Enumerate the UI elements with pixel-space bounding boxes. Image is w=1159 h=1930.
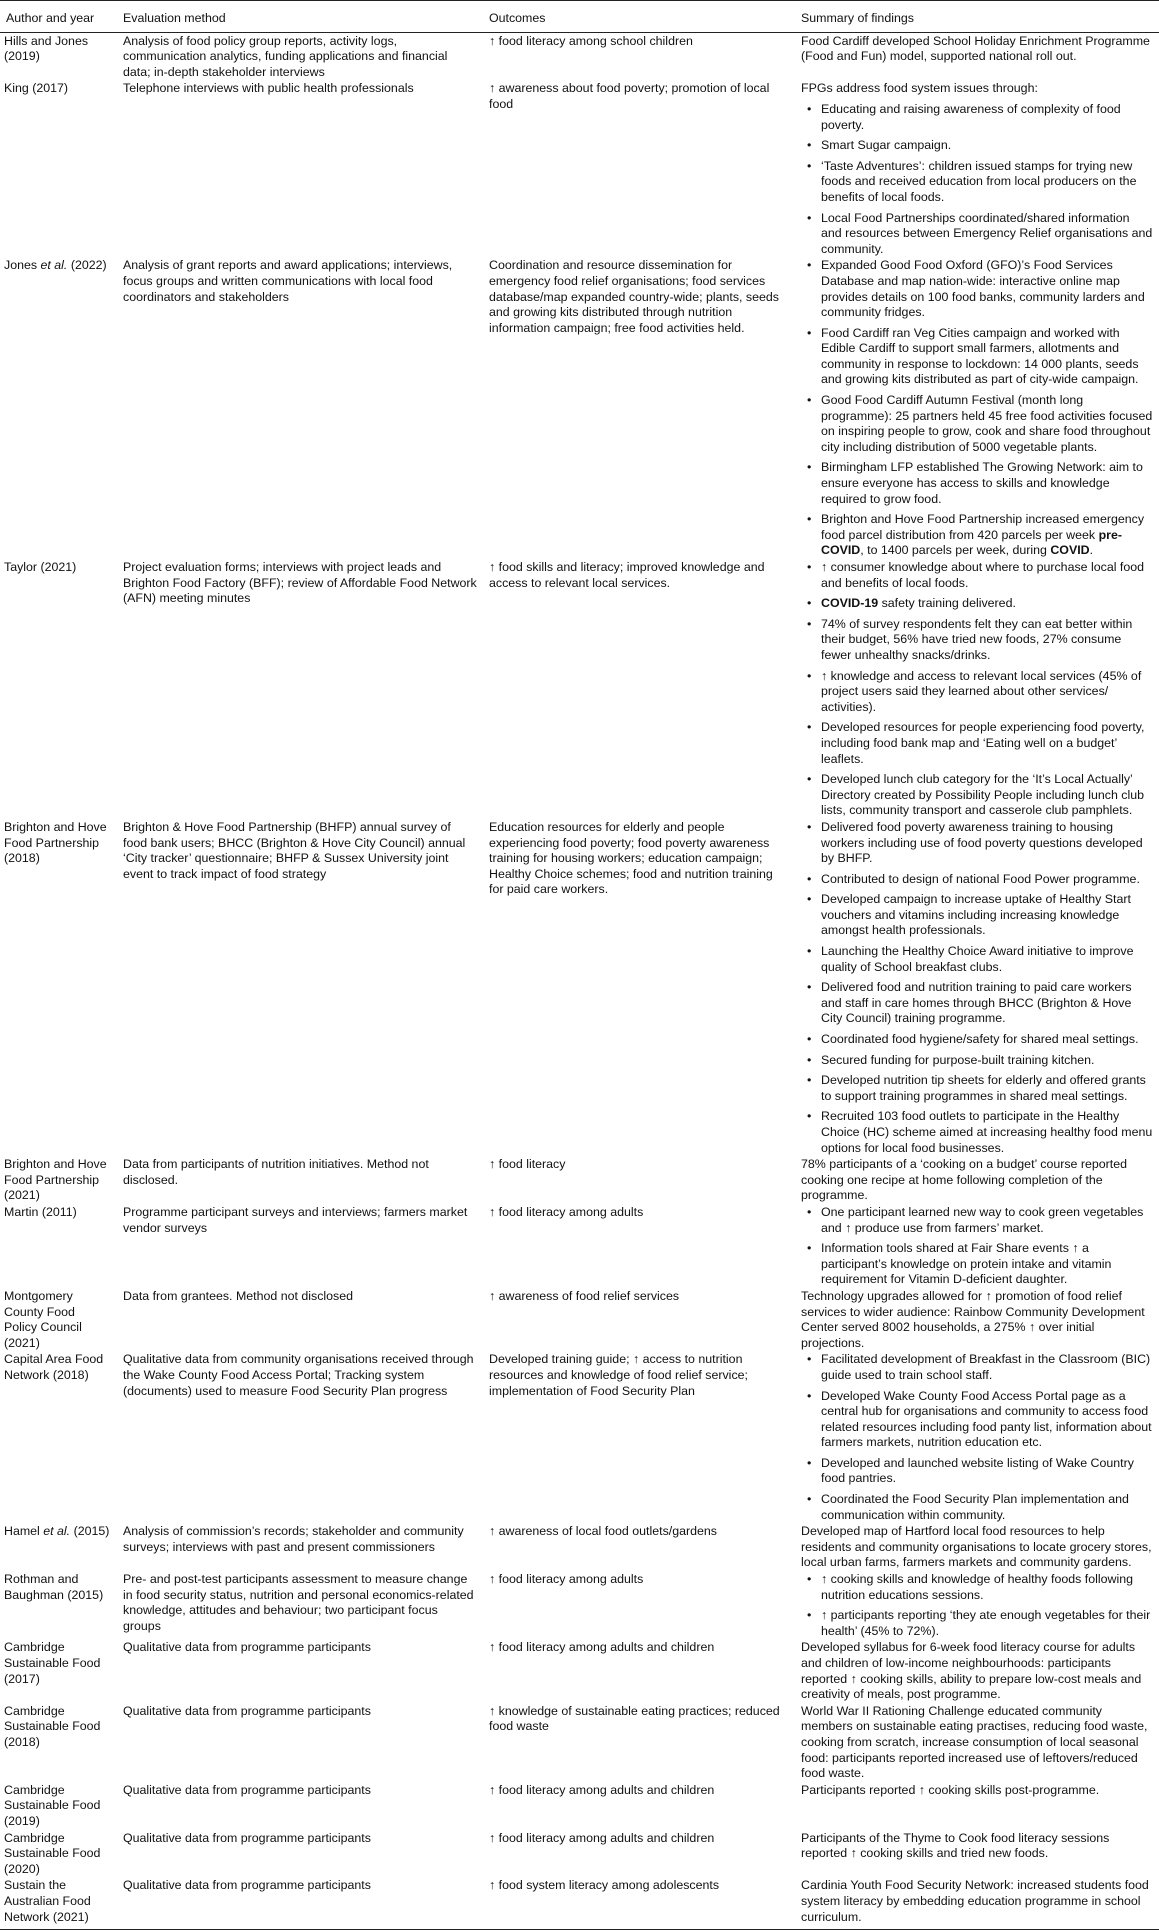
method-cell: Project evaluation forms; interviews with project leads and Brighton Food Factory (BFF); review of Affordable Food Network (AFN) meeting minutes	[123, 560, 477, 606]
outcomes-cell: Coordination and resource dissemination for emergency food relief organisations; food services database/map expanded country-wide; plants, seeds and growing kits distributed through nutrition information campaign; free food activities held.	[489, 258, 779, 335]
finding-bullet: • 74% of survey respondents felt they can eat better within their budget, 56% have tried new foods, 27% consume fewer unhealthy snacks/drinks.	[821, 617, 1153, 664]
outcomes-cell: ↑ food literacy among adults and children	[489, 1640, 715, 1655]
summary-text: Technology upgrades allowed for ↑ promotion of food relief services to wider audience: Rainbow Community Development Center served 8002 households, a 275% ↑ over initial projections.	[801, 1288, 1145, 1350]
table-row	[0, 1204, 1159, 1288]
summary-cell	[795, 1351, 1159, 1523]
summary-text: Developed syllabus for 6-week food literacy course for adults and children of low-income neighbourhoods: participants reported ↑ cooking skills, ability to prepare low-cost meals and creativity of meals, post programme.	[801, 1640, 1142, 1702]
finding-bullet: • ↑ participants reporting ‘they ate enough vegetables for their health’ (45% to 72%).	[821, 1608, 1153, 1639]
finding-bullet: • Coordinated the Food Security Plan implementation and communication within community.	[821, 1492, 1153, 1523]
finding-bullet: • Launching the Healthy Choice Award initiative to improve quality of School breakfast clubs.	[821, 944, 1153, 975]
author-cell: Martin (2011)	[4, 1204, 77, 1219]
header-author: Author and year	[0, 1, 117, 33]
finding-bullet: • Developed nutrition tip sheets for elderly and offered grants to support training programmes in shared meal settings.	[821, 1073, 1153, 1104]
summary-text: Participants of the Thyme to Cook food literacy sessions reported ↑ cooking skills and tried new foods.	[801, 1830, 1110, 1861]
finding-bullet: • Developed campaign to increase uptake of Healthy Start vouchers and vitamins including increasing knowledge amongst health professionals.	[821, 892, 1153, 939]
summary-cell	[795, 819, 1159, 1156]
summary-cell	[795, 257, 1159, 559]
table-row	[0, 1571, 1159, 1639]
summary-cell	[795, 80, 1159, 257]
header-outcomes: Outcomes	[483, 1, 795, 33]
outcomes-cell: ↑ awareness of local food outlets/gardens	[489, 1524, 717, 1539]
method-cell: Qualitative data from programme participants	[123, 1782, 371, 1797]
finding-bullet: • Local Food Partnerships coordinated/shared information and resources between Emergency Relief organisations and community.	[821, 211, 1153, 258]
outcomes-cell: Developed training guide; ↑ access to nutrition resources and knowledge of food relief service; implementation of Food Security Plan	[489, 1352, 748, 1398]
summary-cell	[795, 1782, 1159, 1830]
findings-list	[801, 102, 1153, 257]
table-row	[0, 1782, 1159, 1830]
finding-bullet: • Delivered food and nutrition training to paid care workers and staff in care homes through BHCC (Brighton & Hove City Council) training programme.	[821, 980, 1153, 1027]
finding-bullet: • Educating and raising awareness of complexity of food poverty.	[821, 102, 1153, 133]
author-cell: King (2017)	[4, 81, 69, 96]
outcomes-cell: ↑ food literacy among adults	[489, 1204, 644, 1219]
summary-text: Cardinia Youth Food Security Network: increased students food system literacy by embedding education programme in school curriculum.	[801, 1878, 1149, 1924]
method-cell: Analysis of food policy group reports, activity logs, communication analytics, funding applications and financial data; in-depth stakeholder interviews	[123, 33, 448, 79]
outcomes-cell: ↑ food skills and literacy; improved knowledge and access to relevant local services.	[489, 560, 765, 590]
finding-bullet: • ↑ knowledge and access to relevant local services (45% of project users said they learned about other services/ activities).	[821, 669, 1153, 716]
method-cell: Analysis of commission’s records; stakeholder and community surveys; interviews with past and present commissioners	[123, 1524, 464, 1554]
findings-list	[801, 1572, 1153, 1639]
table-row	[0, 819, 1159, 1156]
method-cell: Brighton & Hove Food Partnership (BHFP) annual survey of food bank users; BHCC (Brighton & Hove City Council) annual ‘City tracker’ questionnaire; BHFP & Sussex University joint event to track impact of food strategy	[123, 819, 466, 881]
outcomes-cell: ↑ food system literacy among adolescents	[483, 1877, 795, 1929]
summary-cell	[795, 1639, 1159, 1702]
summary-text: FPGs address food system issues through:	[801, 81, 1038, 96]
findings-list	[801, 258, 1153, 559]
finding-bullet: • COVID-19 safety training delivered.	[821, 596, 1153, 612]
finding-bullet: • Developed resources for people experiencing food poverty, including food bank map and ‘Eating well on a budget’ leaflets.	[821, 720, 1153, 767]
table-row	[0, 80, 1159, 257]
author-cell: Capital Area Food Network (2018)	[4, 1352, 104, 1382]
method-cell: Data from grantees. Method not disclosed	[123, 1288, 354, 1303]
method-cell: Qualitative data from programme participants	[123, 1830, 371, 1845]
findings-list	[801, 560, 1153, 819]
summary-text: Participants reported ↑ cooking skills post-programme.	[801, 1782, 1100, 1797]
author-cell: Cambridge Sustainable Food (2020)	[4, 1830, 101, 1876]
author-cell: Brighton and Hove Food Partnership (2018)	[4, 819, 107, 866]
outcomes-cell: ↑ food literacy among adults	[489, 1572, 644, 1587]
author-cell: Jones et al. (2022)	[4, 258, 107, 273]
summary-cell	[795, 1830, 1159, 1878]
method-cell: Telephone interviews with public health professionals	[123, 81, 414, 96]
table-row	[0, 1351, 1159, 1523]
table-body	[0, 32, 1159, 1930]
table-row	[0, 1156, 1159, 1204]
header-summary: Summary of findings	[795, 1, 1159, 33]
outcomes-cell: ↑ awareness of food relief services	[489, 1288, 680, 1303]
table-row	[0, 257, 1159, 559]
findings-list	[801, 1352, 1153, 1523]
table-row	[0, 32, 1159, 80]
finding-bullet: • Developed Wake County Food Access Portal page as a central hub for organisations and community to access food related resources including food panty list, information about farmers markets, nutrition education etc.	[821, 1389, 1153, 1451]
outcomes-cell: ↑ awareness about food poverty; promotion of local food	[489, 81, 770, 111]
outcomes-cell: Education resources for elderly and people experiencing food poverty; food poverty awareness training for housing workers; education campaign; Healthy Choice schemes; food and nutrition training for paid care workers.	[489, 819, 773, 897]
method-cell: Pre- and post-test participants assessment to measure change in food security status, nutrition and personal economics-related knowledge, attitudes and behaviour; two participant focus groups	[123, 1572, 474, 1633]
finding-bullet: • Birmingham LFP established The Growing Network: aim to ensure everyone has access to skills and knowledge required to grow food.	[821, 460, 1153, 507]
finding-bullet: • Delivered food poverty awareness training to housing workers including use of food poverty questions developed by BHFP.	[821, 820, 1153, 867]
summary-cell	[795, 1877, 1159, 1929]
summary-text: World War II Rationing Challenge educated community members on sustainable eating practises, reducing food waste, cooking from scratch, increase consumption of local seasonal food: participants reported increased use of leftovers/reduced food waste.	[801, 1703, 1148, 1781]
author-cell: Cambridge Sustainable Food (2018)	[4, 1703, 101, 1749]
finding-bullet: • ↑ cooking skills and knowledge of healthy foods following nutrition educations sessions.	[821, 1572, 1153, 1603]
method-cell: Programme participant surveys and interviews; farmers market vendor surveys	[123, 1204, 468, 1235]
table-row	[0, 559, 1159, 819]
summary-cell	[795, 1288, 1159, 1351]
finding-bullet: • Information tools shared at Fair Share events ↑ a participant’s knowledge on protein intake and vitamin requirement for Vitamin D-deficient daughter.	[821, 1241, 1153, 1288]
summary-cell	[795, 1571, 1159, 1639]
method-cell: Qualitative data from programme participants	[123, 1703, 371, 1718]
author-cell: Sustain the Australian Food Network (2021)	[0, 1877, 117, 1929]
summary-cell	[795, 1703, 1159, 1782]
header-row	[0, 1, 1159, 33]
outcomes-cell: ↑ food literacy among adults and children	[489, 1830, 715, 1845]
method-cell: Qualitative data from programme participants	[123, 1640, 371, 1655]
table-row	[0, 1523, 1159, 1571]
table-row	[0, 1703, 1159, 1782]
method-cell: Qualitative data from community organisations received through the Wake County Food Access Portal; Tracking system (documents) used to measure Food Security Plan progress	[123, 1352, 474, 1398]
summary-cell	[795, 1156, 1159, 1204]
table-row	[0, 1877, 1159, 1929]
summary-text: 78% participants of a ‘cooking on a budget’ course reported cooking one recipe at home following completion of the programme.	[801, 1157, 1128, 1203]
summary-cell	[795, 1204, 1159, 1288]
finding-bullet: • Developed and launched website listing of Wake Country food pantries.	[821, 1456, 1153, 1487]
finding-bullet: • Contributed to design of national Food Power programme.	[821, 872, 1153, 888]
summary-cell	[795, 559, 1159, 819]
finding-bullet: • Secured funding for purpose-built training kitchen.	[821, 1053, 1153, 1069]
finding-bullet: • Developed lunch club category for the ‘It’s Local Actually’ Directory created by Possibility People including lunch club lists, community transport and casserole club pamphlets.	[821, 772, 1153, 819]
header-method: Evaluation method	[117, 1, 483, 33]
author-cell: Cambridge Sustainable Food (2017)	[4, 1640, 101, 1686]
method-cell: Analysis of grant reports and award applications; interviews, focus groups and written communications with local food coordinators and stakeholders	[123, 258, 453, 304]
findings-list	[801, 1205, 1153, 1288]
author-cell: Brighton and Hove Food Partnership (2021)	[4, 1157, 107, 1203]
finding-bullet: • Good Food Cardiff Autumn Festival (month long programme): 25 partners held 45 free food activities focused on inspiring people to grow, cook and share food throughout city including distribution of 5000 vegetable plants.	[821, 393, 1153, 455]
finding-bullet: • Food Cardiff ran Veg Cities campaign and worked with Edible Cardiff to support small farmers, allotments and community in response to lockdown: 14 000 plants, seeds and growing kits distributed as part of city-wide campaign.	[821, 326, 1153, 388]
finding-bullet: • One participant learned new way to cook green vegetables and ↑ produce use from farmers’ market.	[821, 1205, 1153, 1236]
method-cell: Qualitative data from programme participants	[117, 1877, 483, 1929]
finding-bullet: • ‘Taste Adventures’: children issued stamps for trying new foods and received education from local producers on the benefits of local foods.	[821, 159, 1153, 206]
outcomes-cell: ↑ food literacy among school children	[489, 33, 693, 48]
table-row	[0, 1288, 1159, 1351]
outcomes-cell: ↑ food literacy among adults and children	[489, 1782, 715, 1797]
author-cell: Hamel et al. (2015)	[4, 1524, 110, 1539]
findings-list	[801, 820, 1153, 1156]
finding-bullet: • Smart Sugar campaign.	[821, 138, 1153, 154]
author-cell: Rothman and Baughman (2015)	[4, 1572, 104, 1602]
finding-bullet: • Facilitated development of Breakfast in the Classroom (BIC) guide used to train school staff.	[821, 1352, 1153, 1383]
finding-bullet: • Recruited 103 food outlets to participate in the Healthy Choice (HC) scheme aimed at increasing healthy food menu options for local food businesses.	[821, 1109, 1153, 1156]
finding-bullet: • Coordinated food hygiene/safety for shared meal settings.	[821, 1032, 1153, 1048]
author-cell: Hills and Jones (2019)	[4, 33, 89, 64]
author-cell: Cambridge Sustainable Food (2019)	[4, 1782, 101, 1828]
table-row	[0, 1639, 1159, 1702]
summary-text: Developed map of Hartford local food resources to help residents and community organisations to locate grocery stores, local urban farms, farmers markets and community gardens.	[801, 1524, 1152, 1570]
outcomes-cell: ↑ food literacy	[489, 1157, 566, 1172]
finding-bullet: • Brighton and Hove Food Partnership increased emergency food parcel distribution from 420 parcels per week pre-COVID, to 1400 parcels per week, during COVID.	[821, 512, 1153, 559]
method-cell: Data from participants of nutrition initiatives. Method not disclosed.	[123, 1157, 429, 1187]
outcomes-cell: ↑ knowledge of sustainable eating practices; reduced food waste	[489, 1703, 780, 1734]
finding-bullet: • ↑ consumer knowledge about where to purchase local food and benefits of local foods.	[821, 560, 1153, 591]
table-row	[0, 1830, 1159, 1878]
table-header	[0, 1, 1159, 33]
summary-cell	[795, 32, 1159, 80]
summary-text: Food Cardiff developed School Holiday Enrichment Programme (Food and Fun) model, supported national roll out.	[801, 33, 1150, 64]
author-cell: Montgomery County Food Policy Council (2021)	[4, 1288, 82, 1350]
author-cell: Taylor (2021)	[4, 560, 77, 574]
finding-bullet: • Expanded Good Food Oxford (GFO)’s Food Services Database and map nation-wide: interactive online map provides details on 100 food banks, community larders and community fridges.	[821, 258, 1153, 320]
summary-cell	[795, 1523, 1159, 1571]
